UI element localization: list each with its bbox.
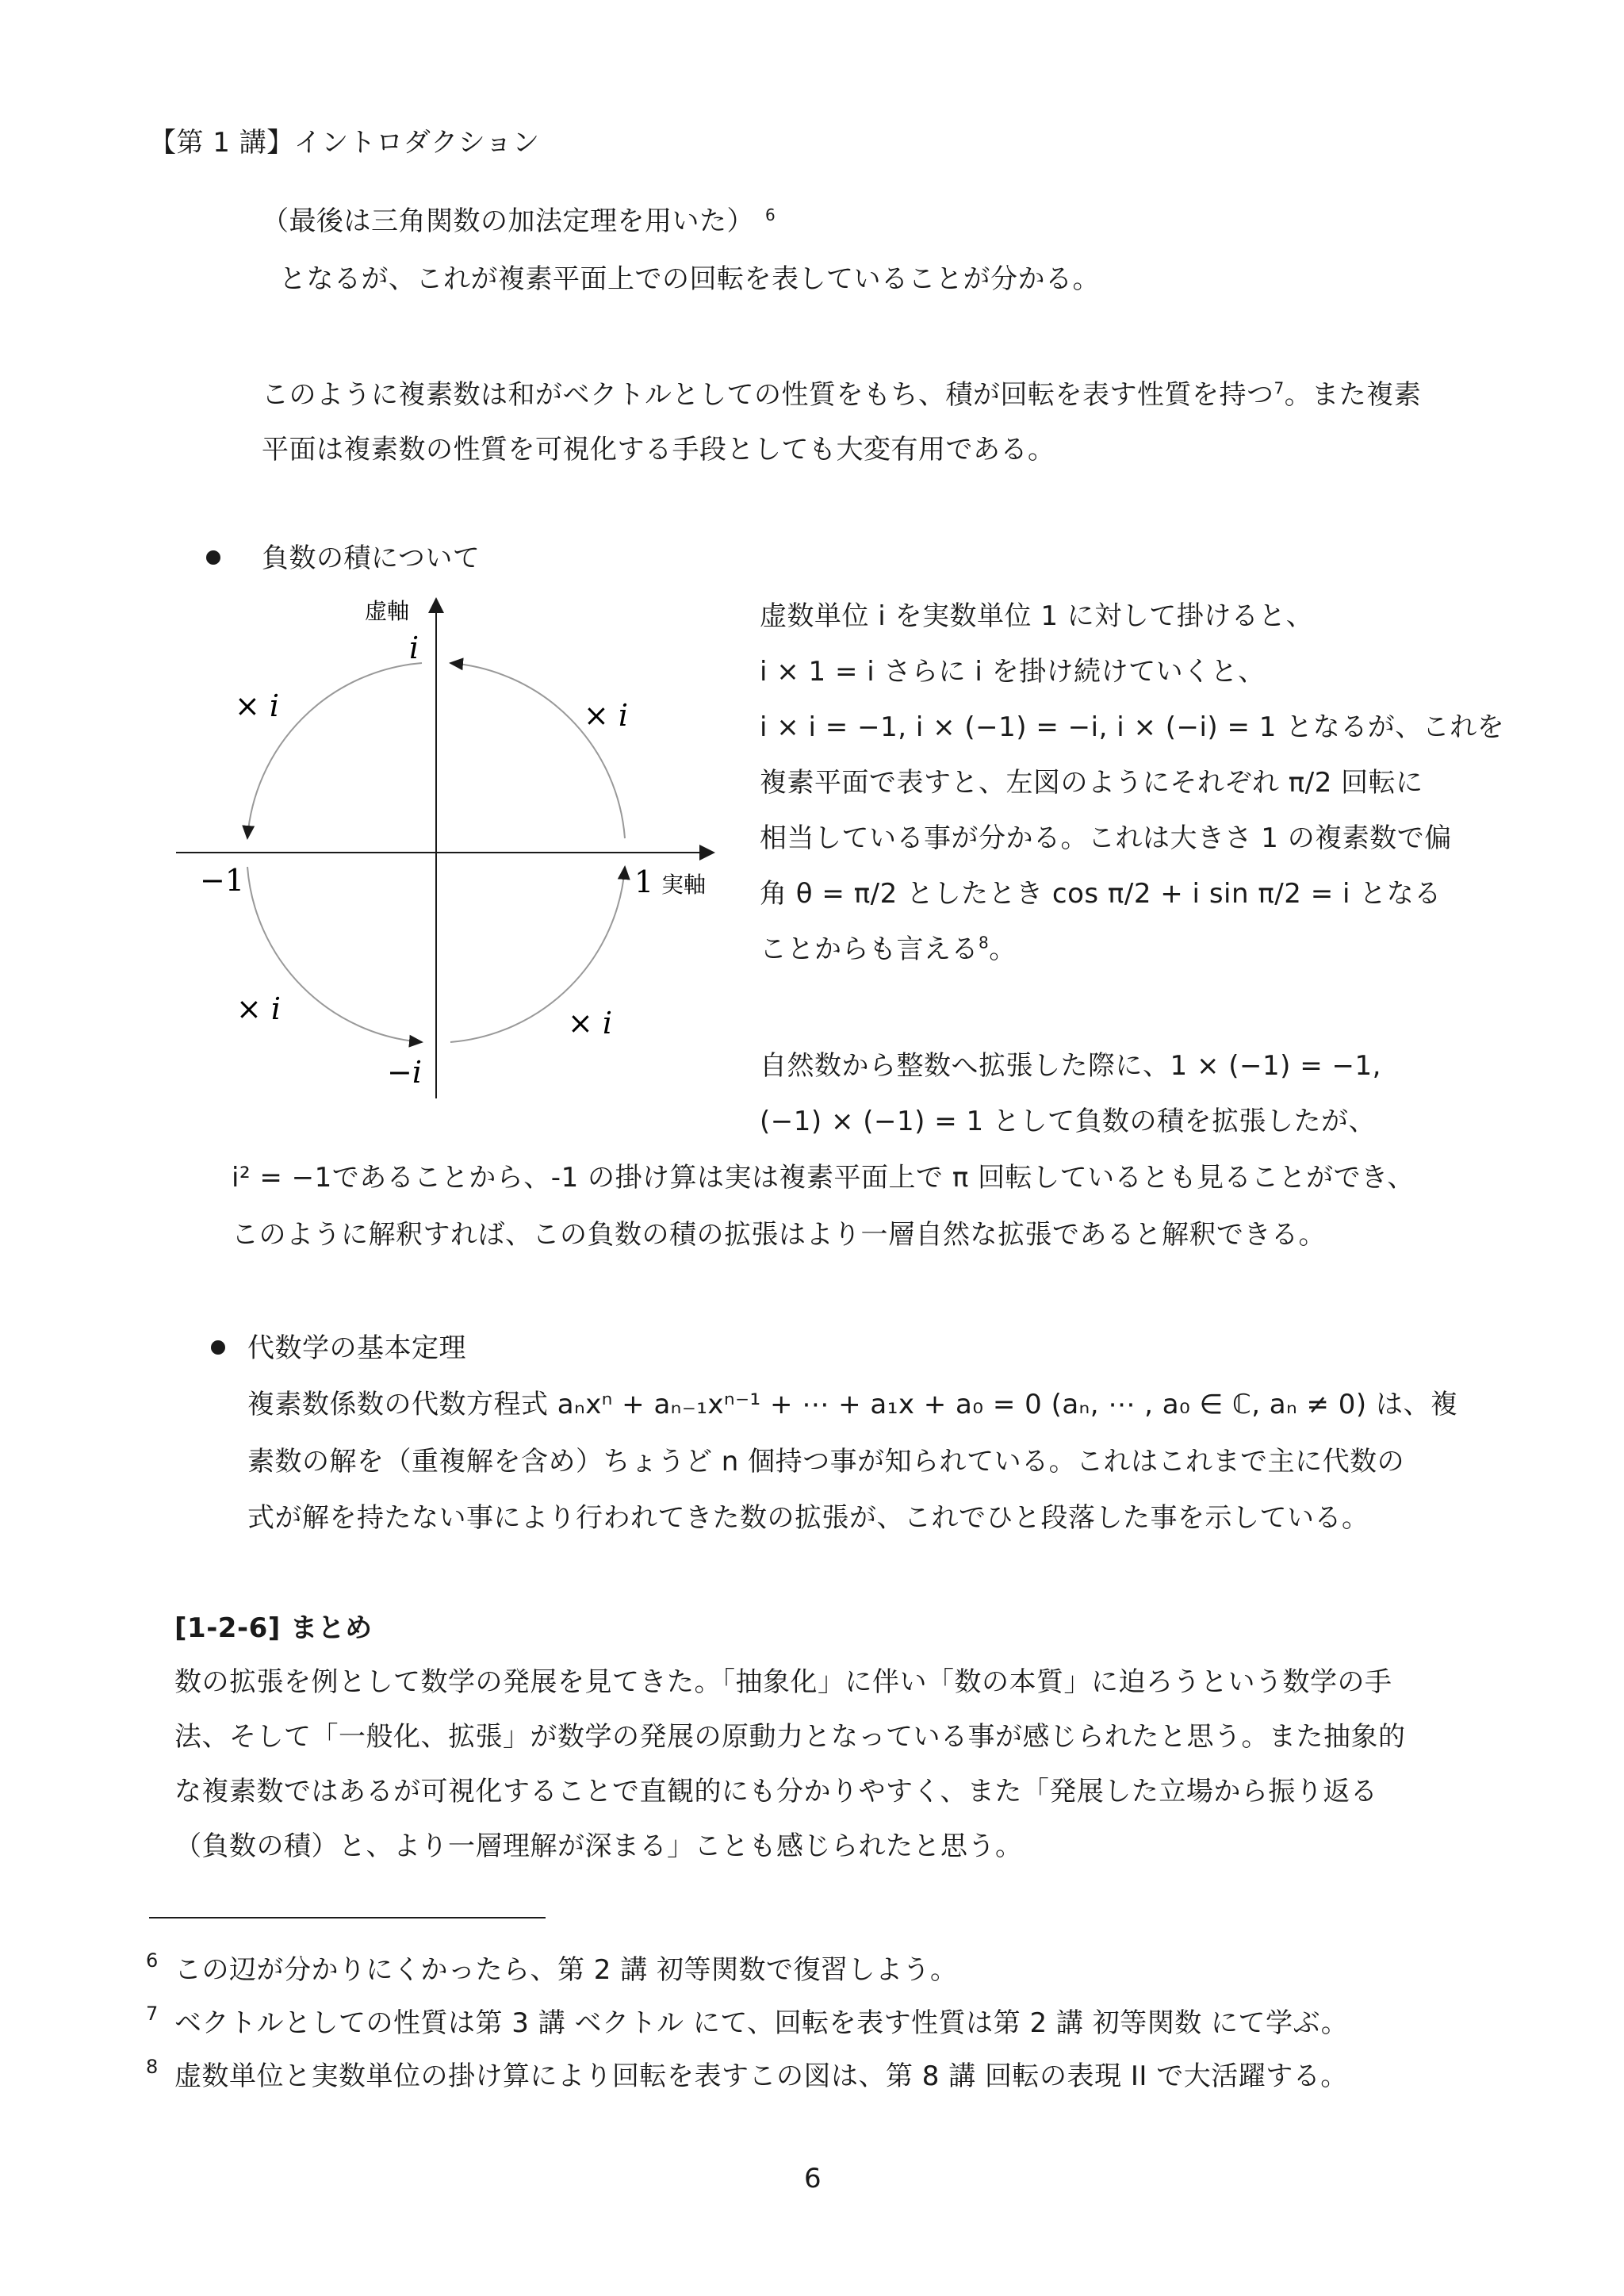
summary-line-3: な複素数ではあるが可視化することで直観的にも分かりやすく、また「発展した立場から振り返る xyxy=(174,1776,1378,1807)
complex-plane-diagram xyxy=(167,591,722,1106)
fundamental-line-2: 素数の解を（重複解を含め）ちょうど n 個持つ事が知られている。これはこれまで主に代数の xyxy=(247,1446,1405,1478)
right-line-3: i × i = −1, i × (−1) = −i, i × (−i) = 1 となるが、これを xyxy=(760,711,1505,743)
fundamental-line-1: 複素数係数の代数方程式 aₙxⁿ + aₙ₋₁xⁿ⁻¹ + ⋯ + a₁x + a₀ = 0 (aₙ, ⋯ , a₀ ∈ ℂ, aₙ ≠ 0) は、複 xyxy=(247,1389,1458,1420)
footnote-ref-8[interactable]: 8 xyxy=(979,933,990,953)
footnote-8-text: 虚数単位と実数単位の掛け算により回転を表すこの図は、第 8 講 回転の表現 II で大活躍する。 xyxy=(174,2060,1348,2092)
real-axis-label: 実軸 xyxy=(661,872,707,898)
right-line-7 xyxy=(760,933,1017,965)
label-minus-1: −1 xyxy=(200,863,245,898)
times-i-label-ul: × i xyxy=(235,688,280,723)
right-line-2: i × 1 = i さらに i を掛け続けていくと、 xyxy=(760,656,1266,688)
para1-line-1 xyxy=(262,378,1422,411)
right-line-5: 相当している事が分かる。これは大きさ 1 の複素数で偏 xyxy=(760,822,1452,854)
summary-line-4: （負数の積）と、より一層理解が深まる」ことも感じられたと思う。 xyxy=(174,1830,1023,1862)
para1-line-2: 平面は複素数の性質を可視化する手段としても大変有用である。 xyxy=(262,434,1055,466)
right-line-4: 複素平面で表すと、左図のようにそれぞれ π/2 回転に xyxy=(760,767,1423,799)
footnote-ref-6[interactable]: 6 xyxy=(765,205,776,224)
summary-line-1: 数の拡張を例として数学の発展を見てきた。「抽象化」に伴い「数の本質」に迫ろうという数学の手 xyxy=(174,1666,1392,1698)
bullet-icon xyxy=(211,1340,225,1355)
natural-line-2: (−1) × (−1) = 1 として負数の積を拡張したが、 xyxy=(760,1106,1376,1137)
times-i-label-ur: × i xyxy=(584,698,629,733)
section-heading-negative-product: 負数の積について xyxy=(262,542,481,574)
summary-heading: [1-2-6] まとめ xyxy=(174,1612,373,1644)
imaginary-axis-label: 虚軸 xyxy=(365,598,410,624)
label-minus-i: −i xyxy=(387,1055,422,1090)
footnote-6-text: この辺が分かりにくかったら、第 2 講 初等関数で復習しよう。 xyxy=(174,1954,958,1986)
fundamental-line-3: 式が解を持たない事により行われてきた数の拡張が、これでひと段落した事を示している。 xyxy=(247,1502,1369,1534)
footnote-7-text: ベクトルとしての性質は第 3 講 ベクトル にて、回転を表す性質は第 2 講 初等関数 にて学ぶ。 xyxy=(174,2007,1349,2039)
arc-quadrant-1 xyxy=(450,663,625,838)
right-line-7-text: ことからも言える xyxy=(760,933,979,965)
intro-line-1-text: （最後は三角関数の加法定理を用いた） xyxy=(262,205,754,237)
footnote-8-number: 8 xyxy=(146,2056,159,2078)
label-1: 1 xyxy=(634,864,654,899)
summary-line-2: 法、そして「一般化、拡張」が数学の発展の原動力となっている事が感じられたと思う。また抽象的 xyxy=(174,1721,1406,1753)
intro-line-2: となるが、これが複素平面上での回転を表していることが分かる。 xyxy=(279,263,1100,295)
times-i-label-ll: × i xyxy=(236,991,282,1026)
intro-line-1 xyxy=(262,205,776,237)
label-i: i xyxy=(409,631,419,665)
full-line-2: このように解釈すれば、この負数の積の拡張はより一層自然な拡張であると解釈できる。 xyxy=(232,1219,1326,1251)
page-number: 6 xyxy=(804,2163,822,2194)
right-line-1: 虚数単位 i を実数単位 1 に対して掛けると、 xyxy=(760,600,1314,632)
right-line-6: 角 θ = π/2 としたとき cos π/2 + i sin π/2 = i となる xyxy=(760,878,1442,910)
chapter-title: 【第 1 講】イントロダクション xyxy=(149,127,540,159)
bullet-icon xyxy=(206,550,220,565)
para1-line-1-text: このように複素数は和がベクトルとしての性質をもち、積が回転を表す性質を持つ xyxy=(262,379,1274,411)
para1-line-1-tail: 。また複素 xyxy=(1284,379,1422,411)
natural-line-1: 自然数から整数へ拡張した際に、1 × (−1) = −1, xyxy=(760,1050,1381,1082)
footnote-separator xyxy=(149,1917,546,1918)
full-line-1: i² = −1であることから、-1 の掛け算は実は複素平面上で π 回転しているとも見ることができ、 xyxy=(232,1162,1415,1194)
times-i-label-lr: × i xyxy=(568,1006,613,1041)
footnote-ref-7[interactable]: 7 xyxy=(1274,378,1285,398)
section-heading-fundamental-theorem: 代数学の基本定理 xyxy=(247,1332,466,1364)
footnote-6-number: 6 xyxy=(146,1949,159,1972)
footnote-7-number: 7 xyxy=(146,2003,159,2025)
right-line-7-end: 。 xyxy=(989,933,1017,965)
